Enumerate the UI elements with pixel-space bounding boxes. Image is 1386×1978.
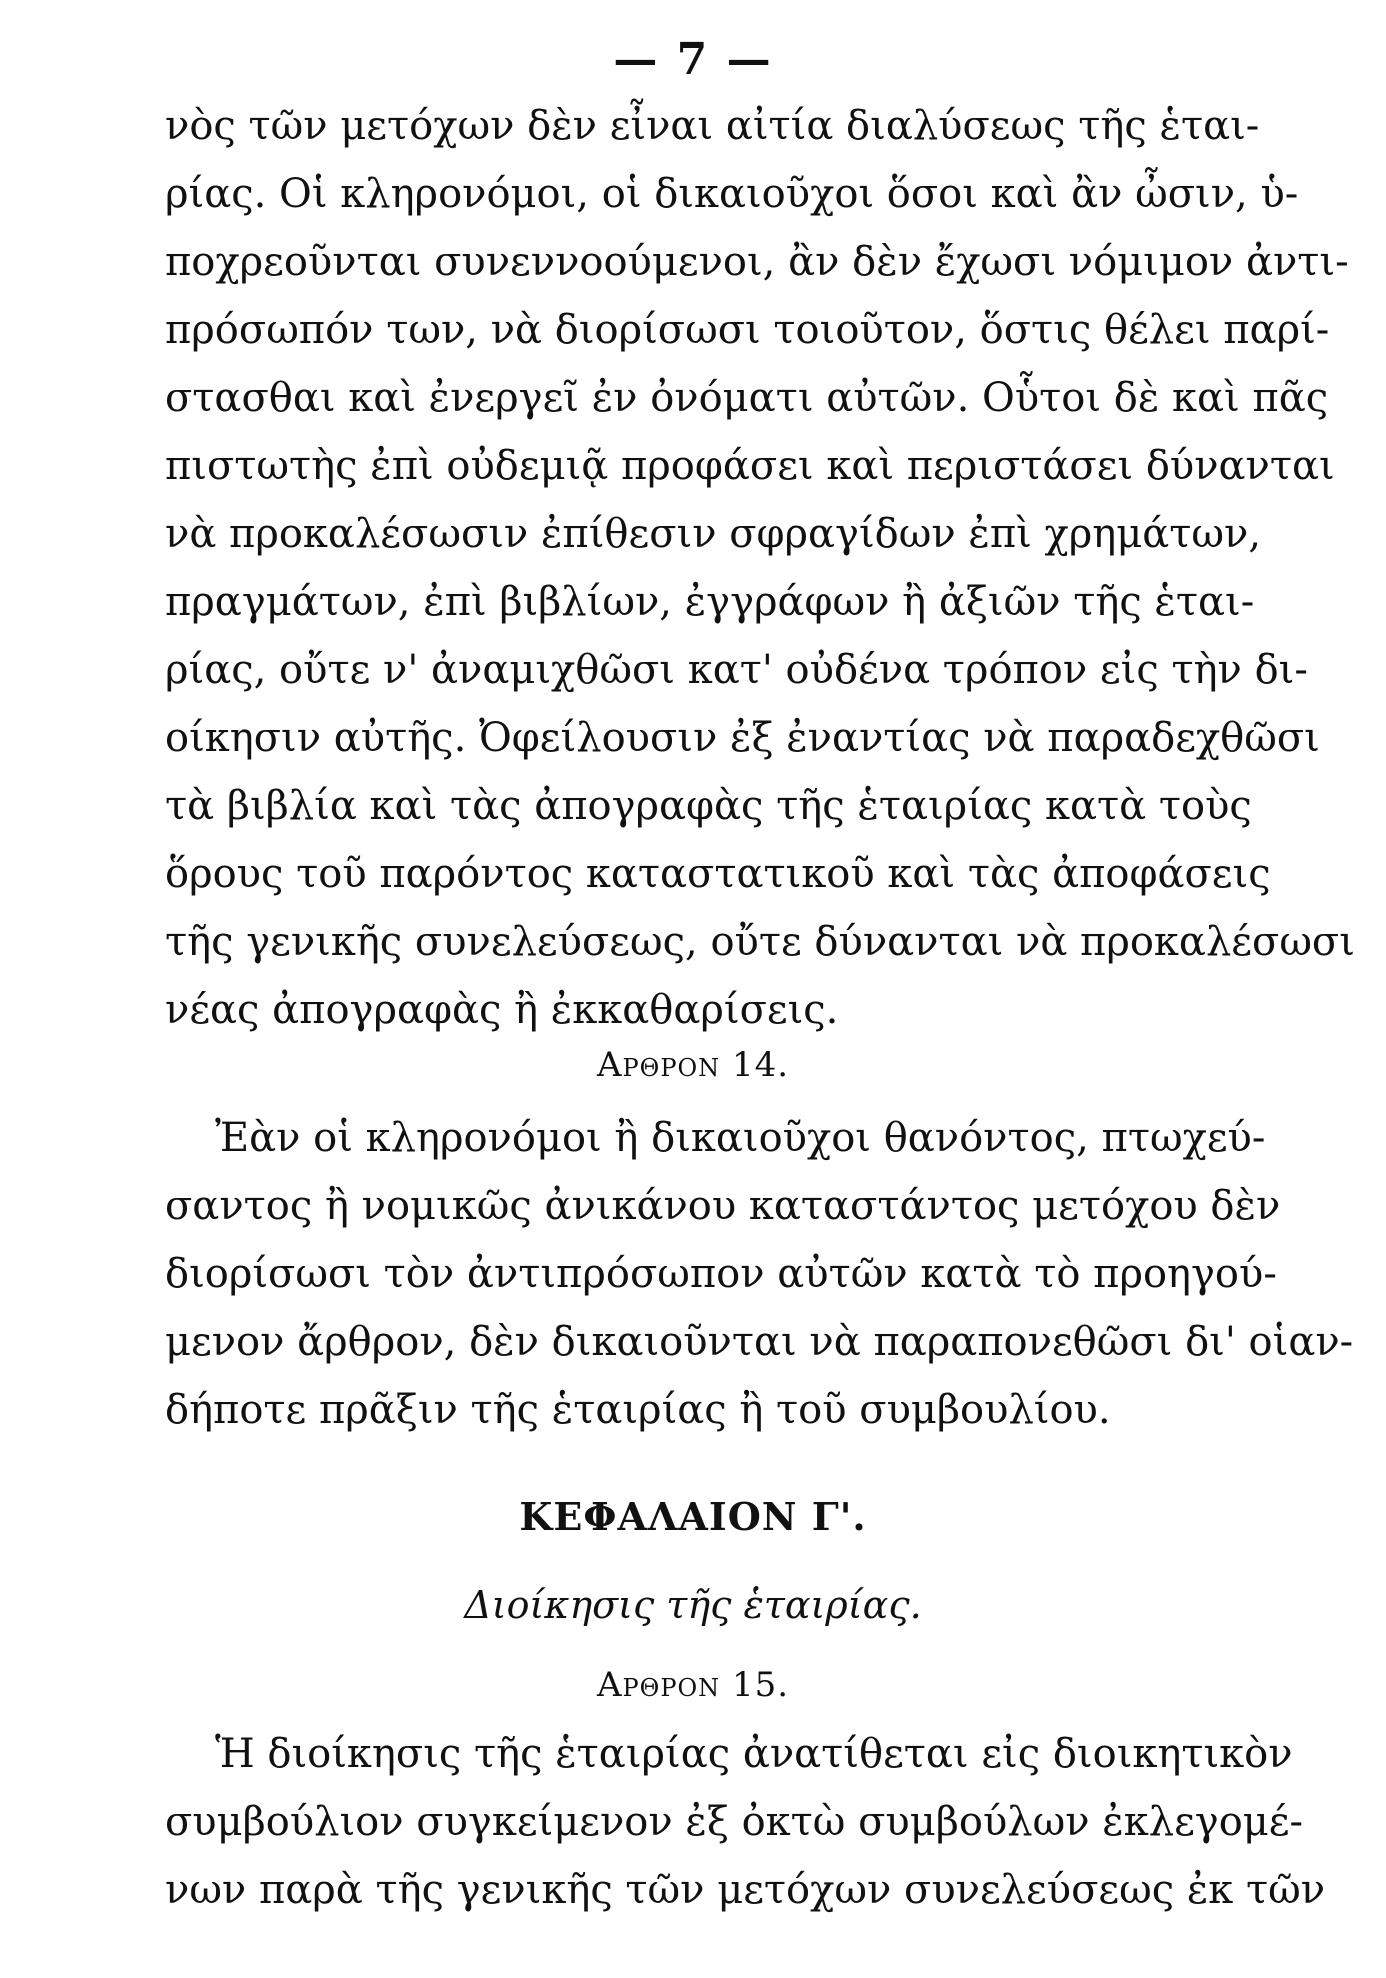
chapter-subtitle: Διοίκησις τῆς ἑταιρίας. (464, 1583, 922, 1627)
text-line: πιστωτὴς ἐπὶ οὐδεμιᾷ προφάσει καὶ περιστάσει δύνανται (165, 443, 1335, 489)
text-line: ποχρεοῦνται συνεννοούμενοι, ἂν δὲν ἔχωσι νόμιμον ἀντι- (165, 239, 1349, 285)
text-line: νὰ προκαλέσωσιν ἐπίθεσιν σφραγίδων ἐπὶ χρημάτων, (165, 511, 1262, 557)
text-line: σαντος ἢ νομικῶς ἀνικάνου καταστάντος μετόχου δὲν (165, 1183, 1281, 1229)
text-line: τὰ βιβλία καὶ τὰς ἀπογραφὰς τῆς ἑταιρίας κατὰ τοὺς (165, 783, 1252, 829)
text-line: ὅρους τοῦ παρόντος καταστατικοῦ καὶ τὰς ἀποφάσεις (165, 851, 1271, 897)
text-line: οίκησιν αὐτῆς. Ὀφείλουσιν ἐξ ἐναντίας νὰ παραδεχθῶσι (165, 715, 1320, 761)
text-line: Ἐὰν οἱ κληρονόμοι ἢ δικαιοῦχοι θανόντος, πτωχεύ- (215, 1115, 1266, 1161)
text-line: ρίας, οὔτε ν' ἀναμιχθῶσι κατ' οὐδένα τρόπον εἰς τὴν δι- (165, 647, 1308, 693)
paragraph-continuation (165, 92, 1355, 1044)
text-line: στασθαι καὶ ἐνεργεῖ ἐν ὀνόματι αὐτῶν. Οὗτοι δὲ καὶ πᾶς (165, 375, 1329, 421)
text-line: πρόσωπόν των, νὰ διορίσωσι τοιοῦτον, ὅστις θέλει παρί- (165, 307, 1330, 353)
text-line: πραγμάτων, ἐπὶ βιβλίων, ἐγγράφων ἢ ἀξιῶν τῆς ἑται- (165, 579, 1255, 625)
chapter-heading: ΚΕΦΑΛΑΙΟΝ Γ'. (519, 1494, 867, 1539)
text-line: μενον ἄρθρον, δὲν δικαιοῦνται νὰ παραπονεθῶσι δι' οἱαν- (165, 1319, 1354, 1365)
text-line: νων παρὰ τῆς γενικῆς τῶν μετόχων συνελεύσεως ἐκ τῶν (165, 1867, 1326, 1913)
text-line: νέας ἀπογραφὰς ἢ ἐκκαθαρίσεις. (165, 987, 839, 1033)
text-line: Ἡ διοίκησις τῆς ἑταιρίας ἀνατίθεται εἰς διοικητικὸν (215, 1731, 1293, 1777)
article-15-heading: Αρθρον 15. (596, 1665, 790, 1705)
article-14-heading: Αρθρον 14. (596, 1045, 790, 1085)
text-line: ρίας. Οἱ κληρονόμοι, οἱ δικαιοῦχοι ὅσοι καὶ ἂν ὦσιν, ὑ- (165, 171, 1299, 217)
text-line: τῆς γενικῆς συνελεύσεως, οὔτε δύνανται νὰ προκαλέσωσι (165, 919, 1355, 965)
page-number: — 7 — (613, 34, 773, 85)
article-15-paragraph (165, 1720, 1326, 1924)
text-line: νὸς τῶν μετόχων δὲν εἶναι αἰτία διαλύσεως τῆς ἑται- (165, 103, 1260, 149)
text-line: συμβούλιον συγκείμενον ἐξ ὀκτὼ συμβούλων ἐκλεγομέ- (165, 1799, 1304, 1845)
text-line: διορίσωσι τὸν ἀντιπρόσωπον αὐτῶν κατὰ τὸ προηγού- (165, 1251, 1277, 1297)
article-14-paragraph (165, 1104, 1354, 1444)
text-line: δήποτε πρᾶξιν τῆς ἑταιρίας ἢ τοῦ συμβουλίου. (165, 1387, 1111, 1433)
